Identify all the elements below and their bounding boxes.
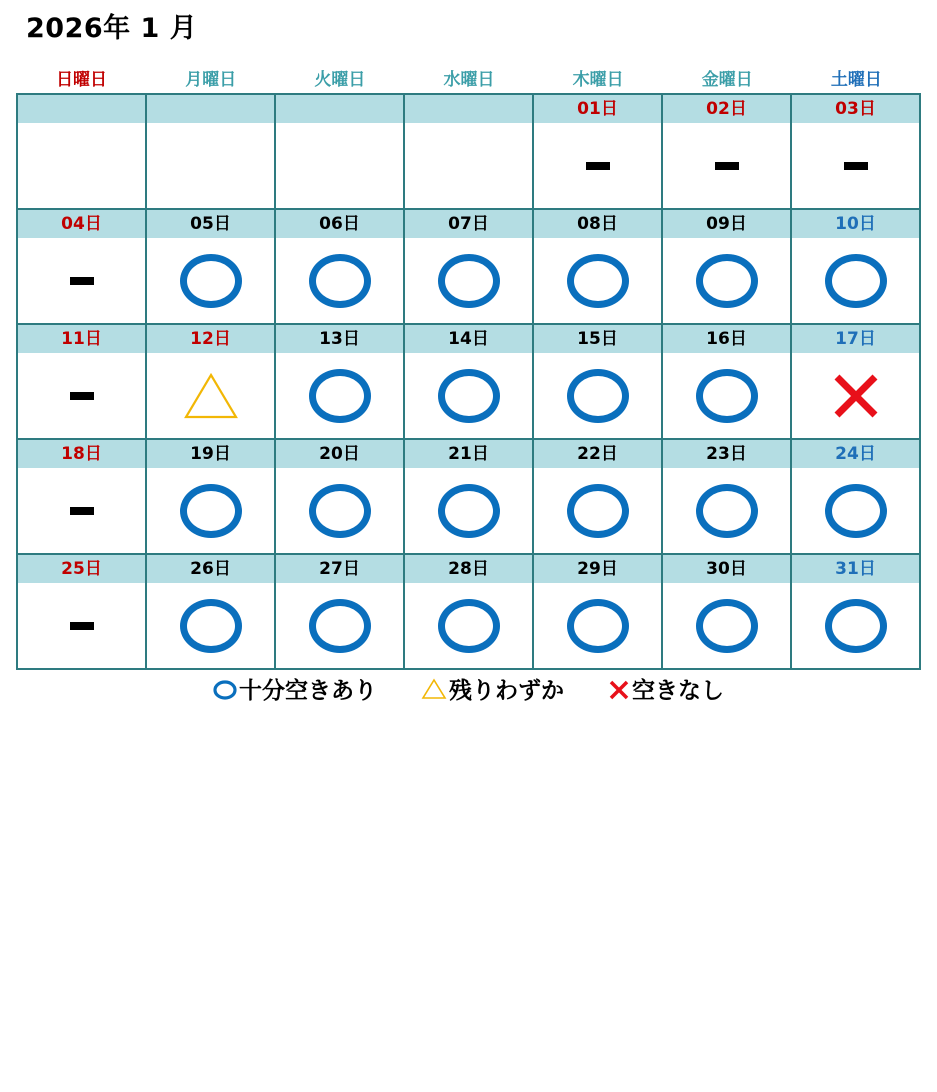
- legend-label: 十分空きあり: [238, 678, 377, 704]
- circle-icon: [825, 484, 887, 538]
- date-label: 26日: [147, 555, 274, 583]
- date-label: 02日: [663, 95, 790, 123]
- dash-icon: [70, 277, 94, 285]
- availability-area: [18, 353, 145, 438]
- day-cell-wed: [404, 554, 533, 669]
- availability-area: [18, 123, 145, 208]
- date-label: 03日: [792, 95, 919, 123]
- day-cell-sat: [791, 209, 920, 324]
- date-label: 04日: [18, 210, 145, 238]
- date-label: 29日: [534, 555, 661, 583]
- day-cell-mon: [146, 94, 275, 209]
- circle-icon: [438, 484, 500, 538]
- date-label: 25日: [18, 555, 145, 583]
- day-cell-sun: [17, 324, 146, 439]
- availability-area: [534, 468, 661, 553]
- circle-icon: [180, 599, 242, 653]
- circle-icon: [213, 680, 237, 700]
- date-label: 05日: [147, 210, 274, 238]
- day-cell-sun: [17, 209, 146, 324]
- circle-icon: [180, 254, 242, 308]
- circle-icon: [696, 484, 758, 538]
- circle-icon: [567, 369, 629, 423]
- availability-area: [663, 238, 790, 323]
- weekday-header: [17, 68, 921, 92]
- dash-icon: [715, 162, 739, 170]
- date-label: [405, 95, 532, 123]
- date-label: 09日: [663, 210, 790, 238]
- cross-icon: [832, 372, 880, 420]
- availability-area: [405, 353, 532, 438]
- day-cell-mon: [146, 554, 275, 669]
- availability-area: [405, 238, 532, 323]
- availability-area: [534, 583, 661, 668]
- day-cell-thu: [533, 554, 662, 669]
- legend-item-full: [608, 672, 724, 705]
- circle-icon: [696, 599, 758, 653]
- dash-icon: [586, 162, 610, 170]
- date-label: 08日: [534, 210, 661, 238]
- week-row: [17, 209, 920, 324]
- week-row: [17, 439, 920, 554]
- day-cell-sat: [791, 94, 920, 209]
- date-label: 15日: [534, 325, 661, 353]
- circle-icon: [825, 599, 887, 653]
- day-cell-tue: [275, 209, 404, 324]
- availability-area: [534, 123, 661, 208]
- week-row: [17, 554, 920, 669]
- date-label: 14日: [405, 325, 532, 353]
- date-label: 19日: [147, 440, 274, 468]
- legend-item-available: [213, 672, 377, 705]
- weekday-monday: 月曜日: [185, 70, 237, 90]
- circle-icon: [696, 254, 758, 308]
- availability-area: [18, 238, 145, 323]
- legend-label: 空きなし: [632, 678, 725, 704]
- legend-label: 残りわずか: [449, 678, 564, 704]
- availability-area: [792, 123, 919, 208]
- legend-item-few-left: [421, 672, 564, 705]
- date-label: 16日: [663, 325, 790, 353]
- date-label: 07日: [405, 210, 532, 238]
- day-cell-wed: [404, 94, 533, 209]
- availability-area: [276, 468, 403, 553]
- date-label: 28日: [405, 555, 532, 583]
- day-cell-fri: [662, 439, 791, 554]
- availability-area: [405, 468, 532, 553]
- day-cell-mon: [146, 209, 275, 324]
- availability-area: [792, 468, 919, 553]
- weekday-sunday: 日曜日: [56, 70, 108, 90]
- date-label: 30日: [663, 555, 790, 583]
- day-cell-tue: [275, 554, 404, 669]
- availability-area: [792, 353, 919, 438]
- date-label: [276, 95, 403, 123]
- date-label: 10日: [792, 210, 919, 238]
- week-row: [17, 324, 920, 439]
- circle-icon: [180, 484, 242, 538]
- day-cell-sat: [791, 439, 920, 554]
- day-cell-mon: [146, 324, 275, 439]
- weekday-thursday: 木曜日: [572, 70, 624, 90]
- availability-area: [405, 583, 532, 668]
- dash-icon: [70, 622, 94, 630]
- legend: [0, 672, 937, 705]
- availability-area: [18, 583, 145, 668]
- day-cell-thu: [533, 94, 662, 209]
- day-cell-fri: [662, 209, 791, 324]
- weekday-friday: 金曜日: [701, 70, 753, 90]
- date-label: [18, 95, 145, 123]
- circle-icon: [309, 599, 371, 653]
- circle-icon: [567, 254, 629, 308]
- day-cell-wed: [404, 209, 533, 324]
- day-cell-tue: [275, 439, 404, 554]
- date-label: 21日: [405, 440, 532, 468]
- availability-area: [792, 583, 919, 668]
- circle-icon: [825, 254, 887, 308]
- day-cell-tue: [275, 324, 404, 439]
- availability-area: [663, 353, 790, 438]
- date-label: 17日: [792, 325, 919, 353]
- day-cell-thu: [533, 209, 662, 324]
- calendar-title: 2026年 1 月: [26, 13, 198, 44]
- circle-icon: [309, 254, 371, 308]
- weekday-tuesday: 火曜日: [314, 70, 366, 90]
- date-label: 11日: [18, 325, 145, 353]
- date-label: 20日: [276, 440, 403, 468]
- dash-icon: [70, 392, 94, 400]
- weekday-saturday: 土曜日: [830, 70, 882, 90]
- date-label: 24日: [792, 440, 919, 468]
- date-label: 22日: [534, 440, 661, 468]
- day-cell-sat: [791, 324, 920, 439]
- dash-icon: [70, 507, 94, 515]
- date-label: 13日: [276, 325, 403, 353]
- availability-area: [276, 583, 403, 668]
- date-label: [147, 95, 274, 123]
- triangle-icon: [183, 371, 239, 421]
- circle-icon: [438, 599, 500, 653]
- availability-area: [792, 238, 919, 323]
- circle-icon: [309, 484, 371, 538]
- day-cell-tue: [275, 94, 404, 209]
- date-label: 06日: [276, 210, 403, 238]
- day-cell-sun: [17, 554, 146, 669]
- cross-icon: [608, 680, 630, 700]
- day-cell-wed: [404, 439, 533, 554]
- availability-area: [534, 353, 661, 438]
- availability-area: [147, 353, 274, 438]
- date-label: 23日: [663, 440, 790, 468]
- day-cell-sun: [17, 439, 146, 554]
- circle-icon: [309, 369, 371, 423]
- day-cell-fri: [662, 94, 791, 209]
- day-cell-fri: [662, 554, 791, 669]
- availability-area: [147, 123, 274, 208]
- date-label: 31日: [792, 555, 919, 583]
- day-cell-sun: [17, 94, 146, 209]
- day-cell-thu: [533, 439, 662, 554]
- date-label: 27日: [276, 555, 403, 583]
- availability-area: [663, 468, 790, 553]
- circle-icon: [567, 599, 629, 653]
- availability-area: [405, 123, 532, 208]
- date-label: 01日: [534, 95, 661, 123]
- availability-area: [276, 353, 403, 438]
- date-label: 18日: [18, 440, 145, 468]
- triangle-icon: [421, 678, 447, 700]
- availability-area: [147, 468, 274, 553]
- availability-area: [276, 238, 403, 323]
- circle-icon: [567, 484, 629, 538]
- day-cell-wed: [404, 324, 533, 439]
- weekday-wednesday: 水曜日: [443, 70, 495, 90]
- availability-area: [18, 468, 145, 553]
- day-cell-thu: [533, 324, 662, 439]
- availability-area: [147, 583, 274, 668]
- day-cell-mon: [146, 439, 275, 554]
- availability-area: [276, 123, 403, 208]
- circle-icon: [438, 369, 500, 423]
- availability-area: [147, 238, 274, 323]
- day-cell-sat: [791, 554, 920, 669]
- availability-area: [663, 583, 790, 668]
- circle-icon: [438, 254, 500, 308]
- day-cell-fri: [662, 324, 791, 439]
- circle-icon: [696, 369, 758, 423]
- dash-icon: [844, 162, 868, 170]
- availability-area: [663, 123, 790, 208]
- week-row: [17, 94, 920, 209]
- availability-area: [534, 238, 661, 323]
- date-label: 12日: [147, 325, 274, 353]
- calendar-grid: [16, 93, 921, 670]
